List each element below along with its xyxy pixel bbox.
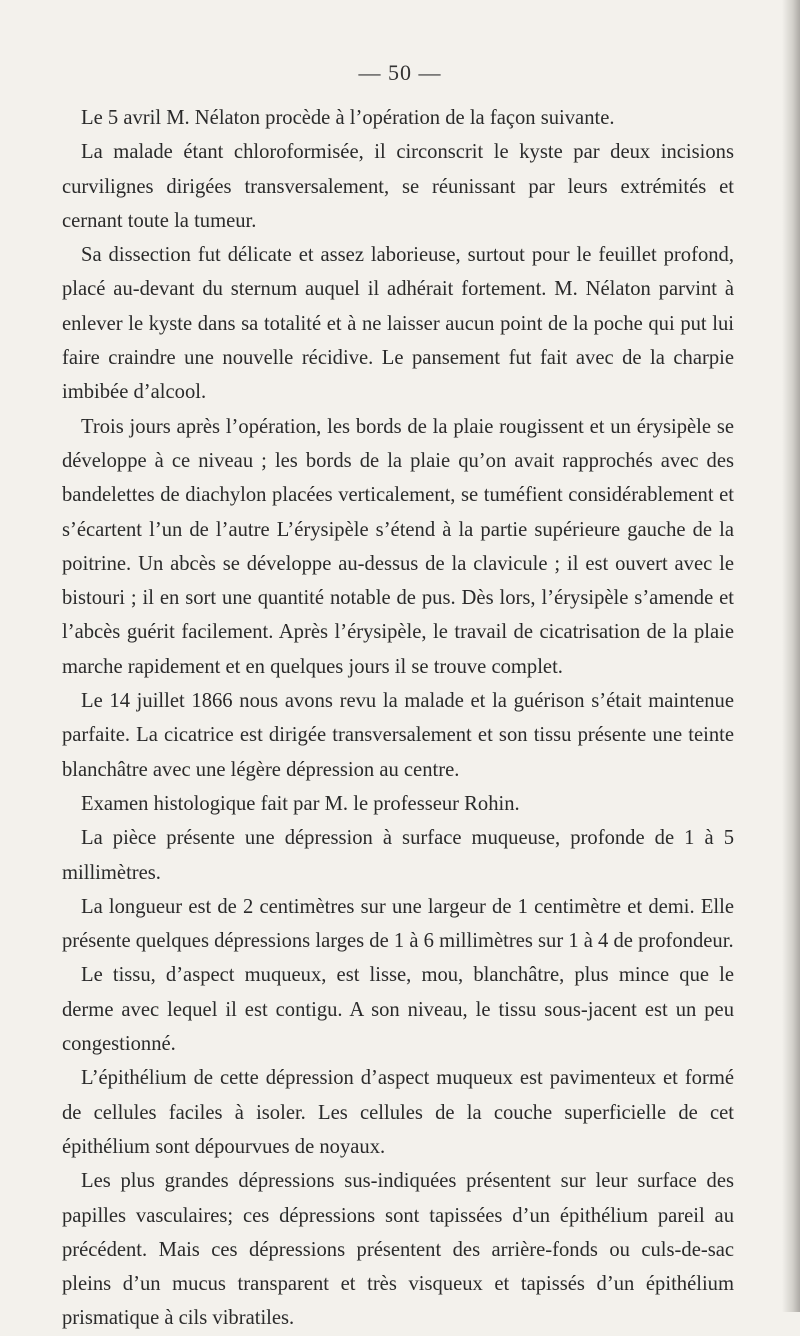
- paragraph: La longueur est de 2 centimètres sur une largeur de 1 centimètre et demi. Elle présente quelques dépressions larges de 1 à 6 millimètres sur 1 à 4 de profondeur.: [62, 895, 734, 953]
- paragraph: Le 14 juillet 1866 nous avons revu la malade et la guérison s’était maintenue parfaite. La cicatrice est dirigée transversalement et son tissu présente une teinte blanchâtre avec une légère dépression au centre.: [62, 690, 734, 781]
- page-edge-shadow: [782, 0, 800, 1312]
- paragraph: Examen histologique fait par M. le professeur Rohin.: [81, 792, 520, 815]
- paragraph: L’épithélium de cette dépression d’aspect muqueux est pavimenteux et formé de cellules faciles à isoler. Les cellules de la couche superficielle de cet épithélium sont dépourvues de noyaux.: [62, 1067, 734, 1158]
- paragraph: Trois jours après l’opération, les bords de la plaie rougissent et un érysipèle se développe à ce niveau ; les bords de la plaie qu’on avait rapprochés avec des bandelettes de diachylon placées verticalement, se tuméfient considérablement et s’écartent l’un de l’autre L’érysipèle s’étend à la partie supérieure gauche de la poitrine. Un abcès se développe au-dessus de la clavicule ; il est ouvert avec le bistouri ; il en sort une quantité notable de pus. Dès lors, l’érysipèle s’amende et l’abcès guérit facilement. Après l’érysipèle, le travail de cicatrisation de la plaie marche rapidement et en quelques jours il se trouve complet.: [62, 415, 734, 678]
- page-number: — 50 —: [358, 60, 442, 85]
- paragraph: La malade étant chloroformisée, il circonscrit le kyste par deux incisions curvilignes dirigées transversalement, se réunissant par leurs extrémités et cernant toute la tumeur.: [62, 141, 734, 232]
- paragraph: Le 5 avril M. Nélaton procède à l’opération de la façon suivante.: [81, 107, 615, 129]
- paragraph: La pièce présente une dépression à surface muqueuse, profonde de 1 à 5 millimètres.: [62, 827, 734, 884]
- paragraph: Le tissu, d’aspect muqueux, est lisse, mou, blanchâtre, plus mince que le derme avec lequel il est contigu. A son niveau, le tissu sous-jacent est un peu congestionné.: [62, 964, 734, 1056]
- paragraph: Les plus grandes dépressions sus-indiquées présentent sur leur surface des papilles vasculaires; ces dépressions sont tapissées d’un épithélium pareil au précédent. Mais ces dépressions présentent des arrière-fonds ou culs-de-sac pleins d’un mucus transparent et très visqueux et tapissés d’un épithélium prismatique à cils vibratiles.: [62, 1170, 734, 1330]
- paragraph: Sa dissection fut délicate et assez laborieuse, surtout pour le feuillet profond, placé au-devant du sternum auquel il adhérait fortement. M. Nélaton parvint à enlever le kyste dans sa totalité et à ne laisser aucun point de la poche qui put lui faire craindre une nouvelle récidive. Le pansement fut fait avec de la charpie imbibée d’alcool.: [62, 244, 734, 404]
- body-text: [62, 101, 734, 1336]
